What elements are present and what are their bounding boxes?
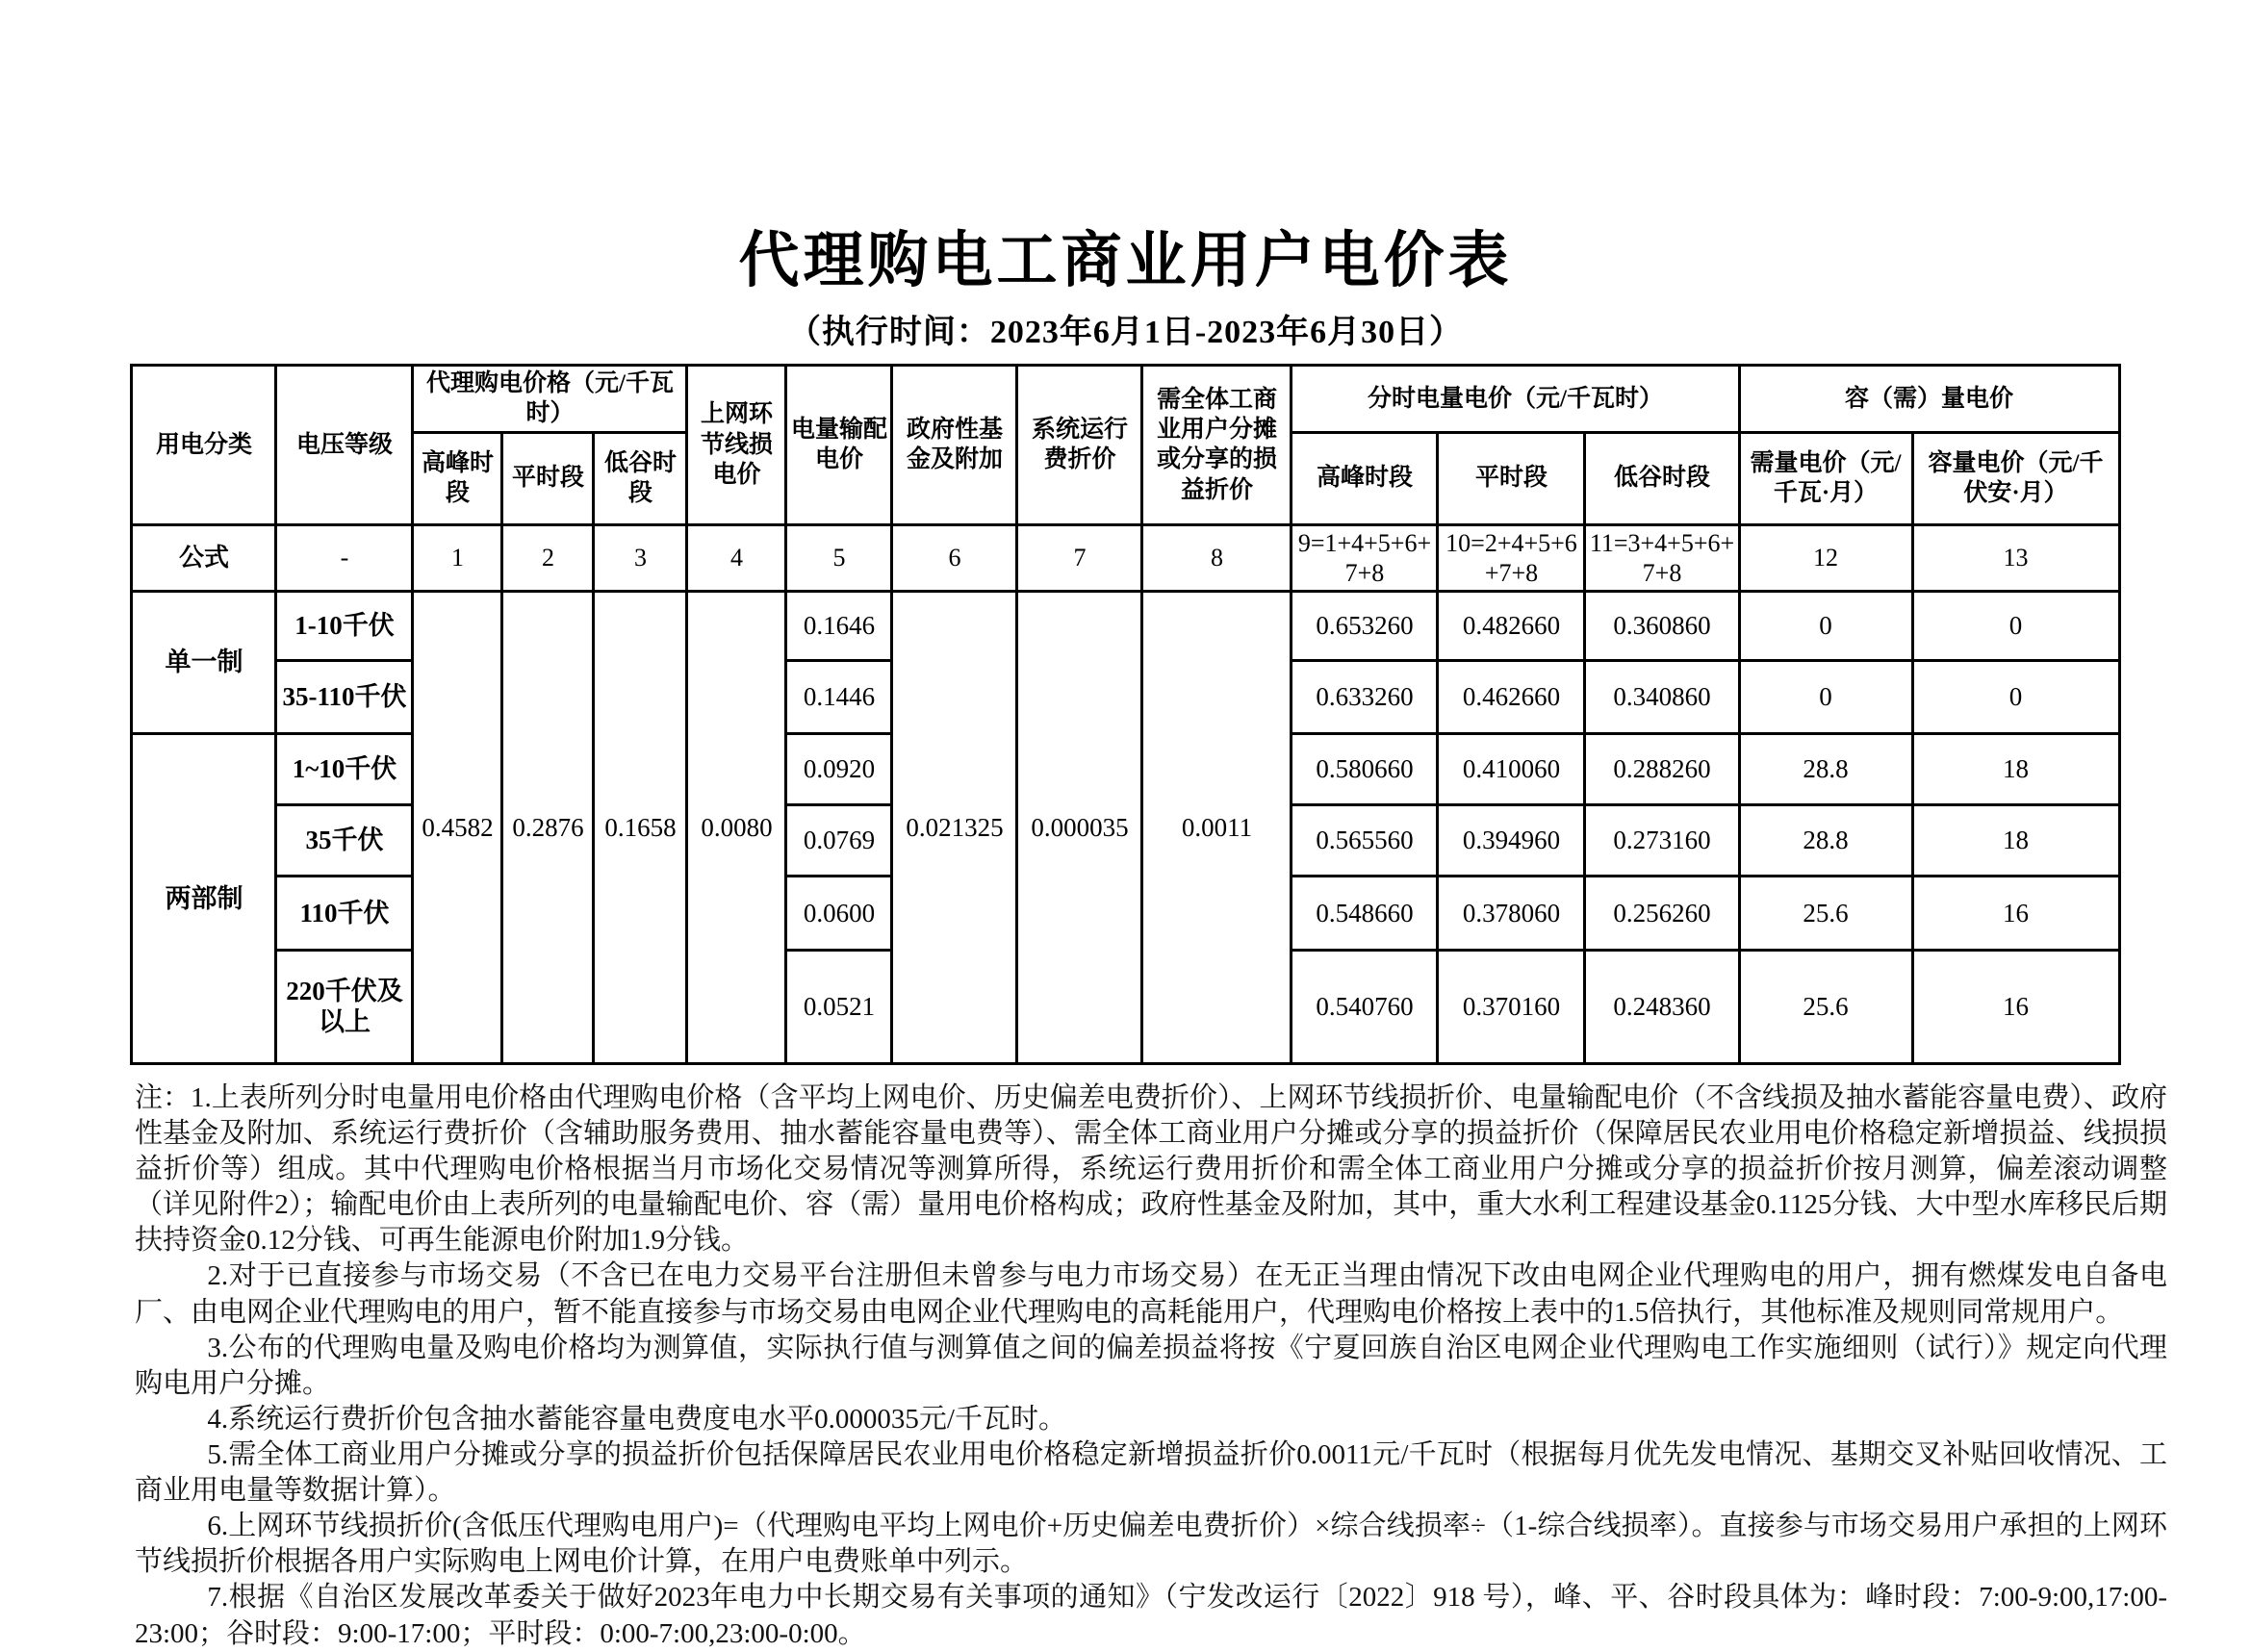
header-shared-loss: 需全体工商业用户分摊或分享的损益折价 <box>1142 366 1292 525</box>
tou-flat-value-cell: 0.462660 <box>1438 660 1585 733</box>
note-item: 5.需全体工商业用户分摊或分享的损益折价包括保障居民农业用电价格稳定新增损益折价0.0011元/千瓦时（根据每月优先发电情况、基期交叉补贴回收情况、工商业用电量等数据计算）。 <box>135 1438 2167 1507</box>
formula-cell: 9=1+4+5+6+7+8 <box>1292 524 1438 591</box>
header-line-loss: 上网环节线损电价 <box>687 366 786 525</box>
formula-cell: 6 <box>892 524 1017 591</box>
capacity-value-cell: 16 <box>1912 950 2119 1063</box>
capacity-value-cell: 18 <box>1912 733 2119 804</box>
demand-value-cell: 25.6 <box>1739 950 1912 1063</box>
header-tou-peak: 高峰时段 <box>1292 432 1438 524</box>
header-demand-price: 需量电价（元/千瓦·月） <box>1739 432 1912 524</box>
tou-valley-value-cell: 0.288260 <box>1585 733 1739 804</box>
tou-peak-value-cell: 0.565560 <box>1292 804 1438 876</box>
table-row <box>132 591 2119 660</box>
transmission-value-cell: 0.0920 <box>786 733 892 804</box>
formula-cell: 1 <box>413 524 502 591</box>
tou-peak-value-cell: 0.540760 <box>1292 950 1438 1063</box>
capacity-value-cell: 0 <box>1912 660 2119 733</box>
capacity-value-cell: 0 <box>1912 591 2119 660</box>
tou-peak-value-cell: 0.653260 <box>1292 591 1438 660</box>
shared-loss-value-cell: 0.0011 <box>1142 591 1292 1063</box>
capacity-value-cell: 18 <box>1912 804 2119 876</box>
capacity-value-cell: 16 <box>1912 876 2119 950</box>
tou-peak-value-cell: 0.633260 <box>1292 660 1438 733</box>
note-item: 6.上网环节线损折价(含低压代理购电用户)=（代理购电平均上网电价+历史偏差电费折价）×综合线损率÷（1-综合线损率）。直接参与市场交易用户承担的上网环节线损折价根据各用户实际购电上网电价计算，在用户电费账单中列示。 <box>135 1511 2167 1578</box>
formula-cell: 2 <box>502 524 594 591</box>
voltage-cell: 110千伏 <box>276 876 413 950</box>
demand-value-cell: 0 <box>1739 660 1912 733</box>
formula-cell: 3 <box>594 524 687 591</box>
demand-value-cell: 25.6 <box>1739 876 1912 950</box>
page-subtitle: （执行时间：2023年6月1日-2023年6月30日） <box>787 315 1464 350</box>
formula-cell: 7 <box>1017 524 1142 591</box>
agent-peak-value-cell: 0.4582 <box>413 591 502 1063</box>
tou-valley-value-cell: 0.340860 <box>1585 660 1739 733</box>
header-system-fee: 系统运行费折价 <box>1017 366 1142 525</box>
header-tou-group: 分时电量电价（元/千瓦时） <box>1292 366 1739 433</box>
header-voltage: 电压等级 <box>276 366 413 525</box>
agent-valley-value-cell: 0.1658 <box>594 591 687 1063</box>
header-capacity-price: 容量电价（元/千伏安·月） <box>1912 432 2119 524</box>
demand-value-cell: 28.8 <box>1739 733 1912 804</box>
header-transmission: 电量输配电价 <box>786 366 892 525</box>
tou-valley-value-cell: 0.256260 <box>1585 876 1739 950</box>
voltage-cell: 220千伏及以上 <box>276 950 413 1063</box>
header-agent-valley: 低谷时段 <box>594 432 687 524</box>
formula-cell: 10=2+4+5+6+7+8 <box>1438 524 1585 591</box>
formula-cell: 4 <box>687 524 786 591</box>
note-item: 2.对于已直接参与市场交易（不含已在电力交易平台注册但未曾参与电力市场交易）在无正当理由情况下改由电网企业代理购电的用户，拥有燃煤发电自备电厂、由电网企业代理购电的用户，暂不能直接参与市场交易由电网企业代理购电的高耗能用户，代理购电价格按上表中的1.5倍执行，其他标准及规则同常规用户。 <box>135 1260 2167 1328</box>
header-capacity-group: 容（需）量电价 <box>1739 366 2119 433</box>
gov-fund-value-cell: 0.021325 <box>892 591 1017 1063</box>
transmission-value-cell: 0.0769 <box>786 804 892 876</box>
voltage-cell: 1-10千伏 <box>276 591 413 660</box>
tou-flat-value-cell: 0.378060 <box>1438 876 1585 950</box>
tou-flat-value-cell: 0.482660 <box>1438 591 1585 660</box>
formula-row <box>132 524 2119 591</box>
tou-flat-value-cell: 0.394960 <box>1438 804 1585 876</box>
transmission-value-cell: 0.1446 <box>786 660 892 733</box>
header-agent-peak: 高峰时段 <box>413 432 502 524</box>
header-user-class: 用电分类 <box>132 366 276 525</box>
system-fee-value-cell: 0.000035 <box>1017 591 1142 1063</box>
header-agent-price-group: 代理购电价格（元/千瓦时） <box>413 366 687 433</box>
group-label-cell: 单一制 <box>132 591 276 733</box>
header-tou-valley: 低谷时段 <box>1585 432 1739 524</box>
agent-flat-value-cell: 0.2876 <box>502 591 594 1063</box>
transmission-value-cell: 0.1646 <box>786 591 892 660</box>
formula-cell: 13 <box>1912 524 2119 591</box>
transmission-value-cell: 0.0521 <box>786 950 892 1063</box>
note-item: 3.公布的代理购电量及购电价格均为测算值，实际执行值与测算值之间的偏差损益将按《宁夏回族自治区电网企业代理购电工作实施细则（试行）》规定向代理购电用户分摊。 <box>135 1332 2167 1399</box>
header-tou-flat: 平时段 <box>1438 432 1585 524</box>
demand-value-cell: 28.8 <box>1739 804 1912 876</box>
price-table <box>130 364 2120 1065</box>
note-item: 注：1.上表所列分时电量用电价格由代理购电价格（含平均上网电价、历史偏差电费折价）、上网环节线损折价、电量输配电价（不含线损及抽水蓄能容量电费）、政府性基金及附加、系统运行费折价（含辅助服务费用、抽水蓄能容量电费等）、需全体工商业用户分摊或分享的损益折价（保障居民农业用电价格稳定新增损益、线损损益折价等）组成。其中代理购电价格根据当月市场化交易情况等测算所得，系统运行费用折价和需全体工商业用户分摊或分享的损益折价按月测算，偏差滚动调整（详见附件2）；输配电价由上表所列的电量输配电价、容（需）量用电价格构成；政府性基金及附加，其中，重大水利工程建设基金0.1125分钱、大中型水库移民后期扶持资金0.12分钱、可再生能源电价附加1.9分钱。 <box>135 1081 2167 1257</box>
formula-cell: 11=3+4+5+6+7+8 <box>1585 524 1739 591</box>
demand-value-cell: 0 <box>1739 591 1912 660</box>
tou-valley-value-cell: 0.360860 <box>1585 591 1739 660</box>
formula-cell: 8 <box>1142 524 1292 591</box>
voltage-cell: 1~10千伏 <box>276 733 413 804</box>
note-item: 7.根据《自治区发展改革委关于做好2023年电力中长期交易有关事项的通知》（宁发改运行〔2022〕918 号），峰、平、谷时段具体为：峰时段：7:00-9:00,17:00-23:00；谷时段：9:00-17:00；平时段：0:00-7:00,23:00-0:00。 <box>135 1582 2167 1649</box>
formula-cell: 5 <box>786 524 892 591</box>
formula-voltage-cell: - <box>276 524 413 591</box>
tou-valley-value-cell: 0.248360 <box>1585 950 1739 1063</box>
line-loss-value-cell: 0.0080 <box>687 591 786 1063</box>
tou-valley-value-cell: 0.273160 <box>1585 804 1739 876</box>
page-title: 代理购电工商业用户电价表 <box>738 227 1513 294</box>
formula-cell: 12 <box>1739 524 1912 591</box>
tou-flat-value-cell: 0.410060 <box>1438 733 1585 804</box>
header-row-groups <box>132 366 2119 433</box>
transmission-value-cell: 0.0600 <box>786 876 892 950</box>
notes-section <box>135 1080 2167 1652</box>
tou-peak-value-cell: 0.548660 <box>1292 876 1438 950</box>
header-agent-flat: 平时段 <box>502 432 594 524</box>
voltage-cell: 35-110千伏 <box>276 660 413 733</box>
formula-label-cell: 公式 <box>132 524 276 591</box>
tou-peak-value-cell: 0.580660 <box>1292 733 1438 804</box>
header-gov-fund: 政府性基金及附加 <box>892 366 1017 525</box>
group-label-cell: 两部制 <box>132 733 276 1063</box>
note-item: 4.系统运行费折价包含抽水蓄能容量电费度电水平0.000035元/千瓦时。 <box>207 1403 1066 1435</box>
tou-flat-value-cell: 0.370160 <box>1438 950 1585 1063</box>
voltage-cell: 35千伏 <box>276 804 413 876</box>
